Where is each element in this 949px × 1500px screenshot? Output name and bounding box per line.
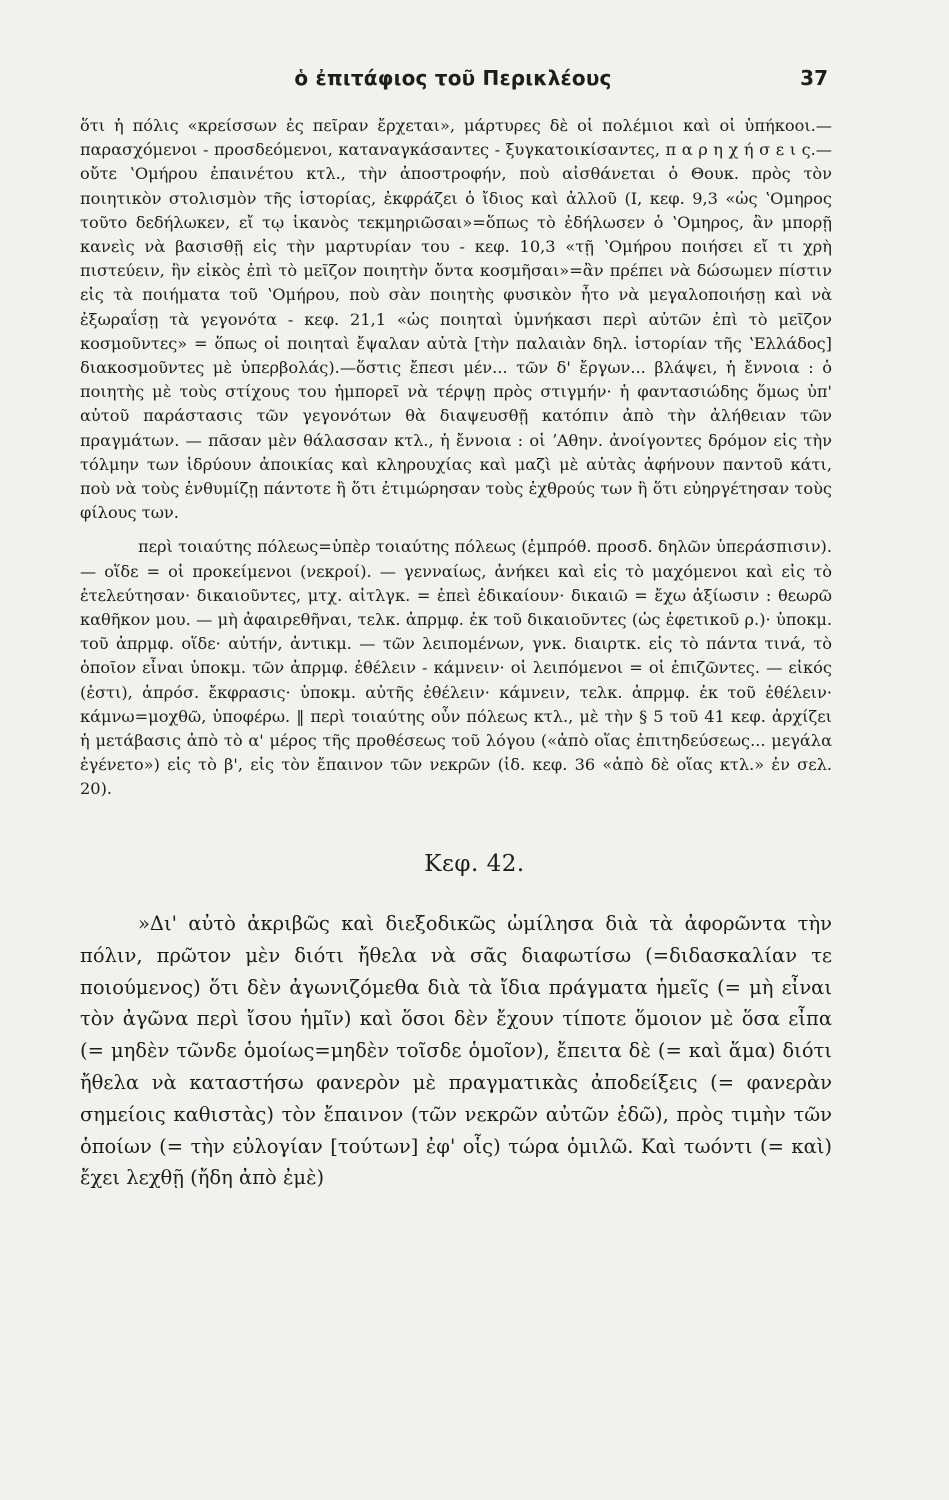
translation-paragraph: »Δι' αὐτὸ ἀκριβῶς καὶ διεξοδικῶς ὡμίλησα διὰ τὰ ἀφορῶντα τὴν πόλιν, πρῶτον μὲν διότι ἤθελα νὰ σᾶς διαφωτίσω (=διδασκαλίαν τε ποιούμενος) ὅτι δὲν ἀγωνιζόμεθα διὰ τὰ ἴδια πράγματα ἡμεῖς (= μὴ εἶναι τὸν ἀγῶνα περὶ ἴσου ἡμῖν) καὶ ὅσοι δὲν ἔχουν τίποτε ὅμοιον μὲ ὅσα εἶπα (= μηδὲν τῶνδε ὁμοίως=μηδὲν τοῖσδε ὁμοῖον), ἔπειτα δὲ (= καὶ ἅμα) διότι ἤθελα νὰ καταστήσω φανερὸν μὲ πραγματικὰς ἀποδείξεις (= φανερὰν σημείοις καθιστὰς) τὸν ἔπαινον (τῶν νεκρῶν αὐτῶν ἐδῶ), πρὸς τιμὴν τῶν ὁποίων (= τὴν εὐλογίαν [τούτων] ἐφ' οἷς) τώρα ὁμιλῶ. Καὶ τωόντι (= καὶ) ἔχει λεχθῇ (ἤδη ἀπὸ ἐμὲ) xyxy=(80,912,832,1190)
running-title: ὁ ἐπιτάφιος τοῦ Περικλέους xyxy=(294,66,612,90)
page-number: 37 xyxy=(800,66,828,90)
chapter-translation xyxy=(80,908,832,1194)
commentary-paragraph: περὶ τοιαύτης πόλεως=ὑπὲρ τοιαύτης πόλεως (ἐμπρόθ. προσδ. δηλῶν ὑπεράσπισιν). — οἵδε = οἱ προκείμενοι (νεκροί). — γενναίως, ἀνήκει καὶ εἰς τὸ μαχόμενοι καὶ εἰς τὸ ἐτελεύτησαν· δικαιοῦντες, μτχ. αἰτλγκ. = ἐπεὶ ἐδικαίουν· δικαιῶ = ἔχω ἀξίωσιν : θεωρῶ καθῆκον μου. — μὴ ἀφαιρεθῆναι, τελκ. ἀπρμφ. ἐκ τοῦ δικαιοῦντες (ὡς ἐφετικοῦ ρ.)· ὑποκμ. τοῦ ἀπρμφ. οἵδε· αὐτήν, ἀντικμ. — τῶν λειπομένων, γνκ. διαιρτκ. εἰς τὸ πάντα τινά, τὸ ὁποῖον εἶναι ὑποκμ. τῶν ἀπρμφ. ἐθέλειν - κάμνειν· οἱ λειπόμενοι = οἱ ἐπιζῶντες. — εἰκός (ἐστι), ἀπρόσ. ἔκφρασις· ὑποκμ. αὐτῆς ἐθέλειν· κάμνειν, τελκ. ἀπρμφ. ἐκ τοῦ ἐθέλειν· κάμνω=μοχθῶ, ὑποφέρω. ‖ περὶ τοιαύτης οὖν πόλεως κτλ., μὲ τὴν § 5 τοῦ 41 κεφ. ἀρχίζει ἡ μετάβασις ἀπὸ τὸ α' μέρος τῆς προθέσεως τοῦ λόγου («ἀπὸ οἵας ἐπιτηδεύσεως... μεγάλα ἐγένετο») εἰς τὸ β', εἰς τὸν ἔπαινον τῶν νεκρῶν (ἰδ. κεφ. 36 «ἀπὸ δὲ οἵας κτλ.» ἐν σελ. 20). xyxy=(80,537,832,799)
commentary-paragraph: ὅτι ἡ πόλις «κρείσσων ἐς πεῖραν ἔρχεται», μάρτυρες δὲ οἱ πολέμιοι καὶ οἱ ὑπήκοοι.—παρασχόμενοι - προσδεόμενοι, καταναγκάσαντες - ξυγκατοικίσαντες, π α ρ η χ ή σ ε ι ς.—οὔτε ʽΟμήρου ἐπαινέτου κτλ., τὴν ἀποστροφήν, ποὺ αἰσθάνεται ὁ Θουκ. πρὸς τὸν ποιητικὸν στολισμὸν τῆς ἱστορίας, ἐκφράζει ὁ ἴδιος καὶ ἀλλοῦ (Ι, κεφ. 9,3 «ὡς ʽΟμηρος τοῦτο δεδήλωκεν, εἴ τῳ ἱκανὸς τεκμηριῶσαι»=ὅπως τὸ ἐδήλωσεν ὁ ʽΟμηρος, ἂν μπορῇ κανεὶς νὰ βασισθῇ εἰς τὴν μαρτυρίαν του - κεφ. 10,3 «τῇ ʽΟμήρου ποιήσει εἴ τι χρὴ πιστεύειν, ἣν εἰκὸς ἐπὶ τὸ μεῖζον ποιητὴν ὄντα κοσμῆσαι»=ἂν πρέπει νὰ δώσωμεν πίστιν εἰς τὰ ποιήματα τοῦ ʽΟμήρου, ποὺ σὰν ποιητὴς φυσικὸν ἦτο νὰ μεγαλοποιήσῃ καὶ νὰ ἐξωραΐσῃ τὰ γεγονότα - κεφ. 21,1 «ὡς ποιηταὶ ὑμνήκασι περὶ αὐτῶν ἐπὶ τὸ μεῖζον κοσμοῦντες» = ὅπως οἱ ποιηταὶ ἔψαλαν αὐτὰ [τὴν παλαιὰν δηλ. ἱστορίαν τῆς ʽΕλλάδος] διακοσμοῦντες μὲ ὑπερβολάς).—ὅστις ἔπεσι μέν... τῶν δ' ἔργων... βλάψει, ἡ ἔννοια : ὁ ποιητὴς μὲ τοὺς στίχους του ἠμπορεῖ νὰ τέρψῃ πρὸς στιγμήν· ἡ φαντασιώδης ὅμως ὑπ' αὐτοῦ παράστασις τῶν γεγονότων θὰ διαψευσθῇ κατόπιν ἀπὸ τὴν ἀλήθειαν τῶν πραγμάτων. — πᾶσαν μὲν θάλασσαν κτλ., ἡ ἔννοια : οἱ ʼΑθην. ἀνοίγοντες δρόμον εἰς τὴν τόλμην των ἱδρύουν ἀποικίας καὶ κληρουχίας καὶ μαζὶ μὲ αὐτὰς ἀφήνουν παντοῦ κάτι, ποὺ νὰ τοὺς ἐνθυμίζῃ πάντοτε ἢ ὅτι ἐτιμώρησαν τοὺς ἐχθρούς των ἢ ὅτι εὐηργέτησαν τοὺς φίλους των. xyxy=(80,116,832,523)
commentary-notes xyxy=(80,114,832,812)
chapter-heading: Κεφ. 42. xyxy=(424,851,525,877)
running-head xyxy=(78,66,828,96)
